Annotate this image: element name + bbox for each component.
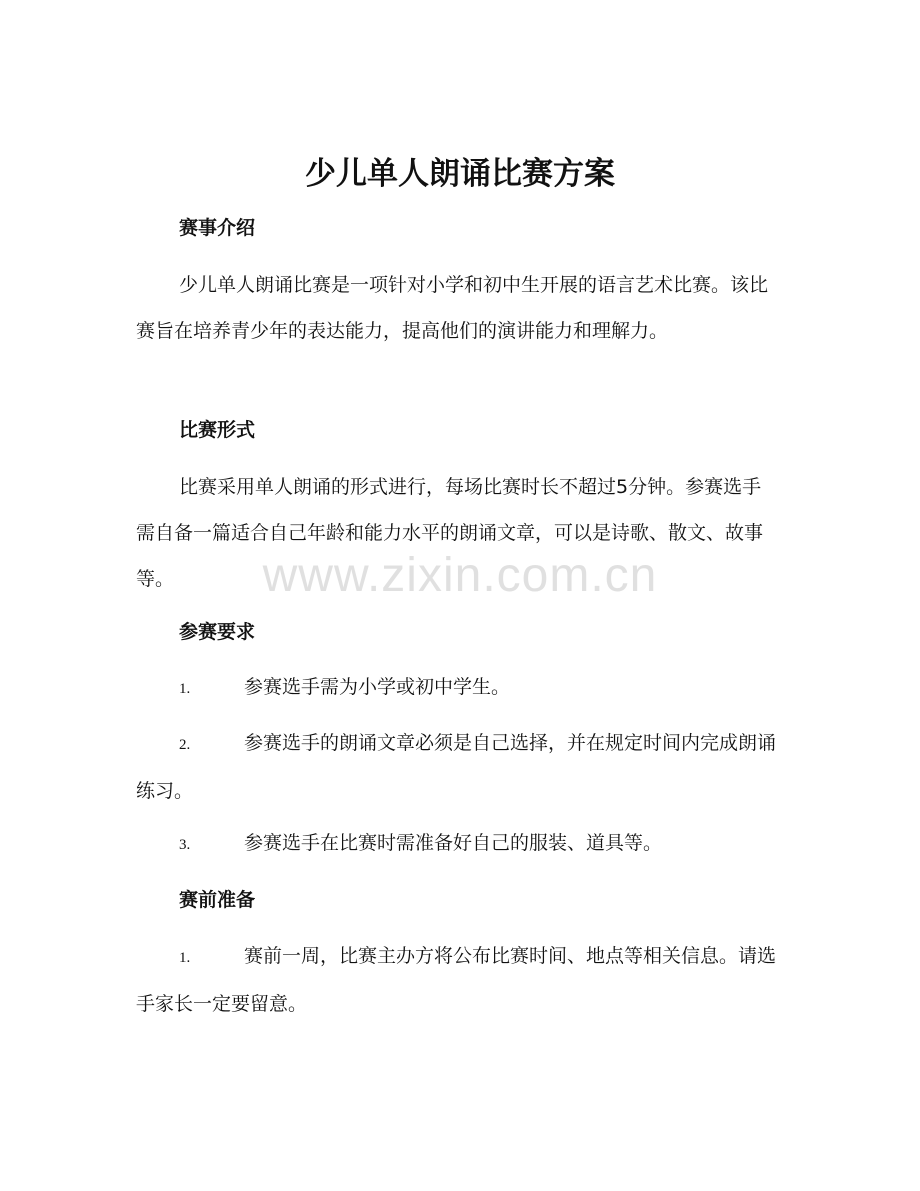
list-item-text: 参赛选手的朗诵文章必须是自己选择，并在规定时间内完成朗诵练习。 (136, 732, 777, 802)
section-paragraph-format: 比赛采用单人朗诵的形式进行，每场比赛时长不超过5分钟。参赛选手需自备一篇适合自己年龄和能力水平的朗诵文章，可以是诗歌、散文、故事等。 (136, 476, 764, 590)
watermark: www.zixin.com.cn (262, 549, 658, 602)
list-item-text: 参赛选手需为小学或初中学生。 (244, 676, 511, 698)
section-heading-requirements: 参赛要求 (179, 621, 256, 643)
list-item (136, 664, 776, 712)
list-item-text: 参赛选手在比赛时需准备好自己的服装、道具等。 (244, 832, 663, 854)
document-title: 少儿单人朗诵比赛方案 (305, 156, 615, 192)
section-heading-intro: 赛事介绍 (179, 217, 256, 239)
section-paragraph-intro: 少儿单人朗诵比赛是一项针对小学和初中生开展的语言艺术比赛。该比赛旨在培养青少年的表达能力，提高他们的演讲能力和理解力。 (136, 274, 769, 342)
section-heading-preparation: 赛前准备 (179, 889, 256, 911)
list-number: 1. (179, 950, 191, 966)
list-item (136, 720, 776, 814)
section-heading-format: 比赛形式 (179, 419, 256, 441)
list-number: 2. (179, 737, 191, 753)
list-item (136, 820, 776, 868)
list-item (136, 933, 776, 1027)
list-number: 1. (179, 681, 191, 697)
list-item-text: 赛前一周，比赛主办方将公布比赛时间、地点等相关信息。请选手家长一定要留意。 (136, 945, 777, 1015)
list-number: 3. (179, 837, 191, 853)
